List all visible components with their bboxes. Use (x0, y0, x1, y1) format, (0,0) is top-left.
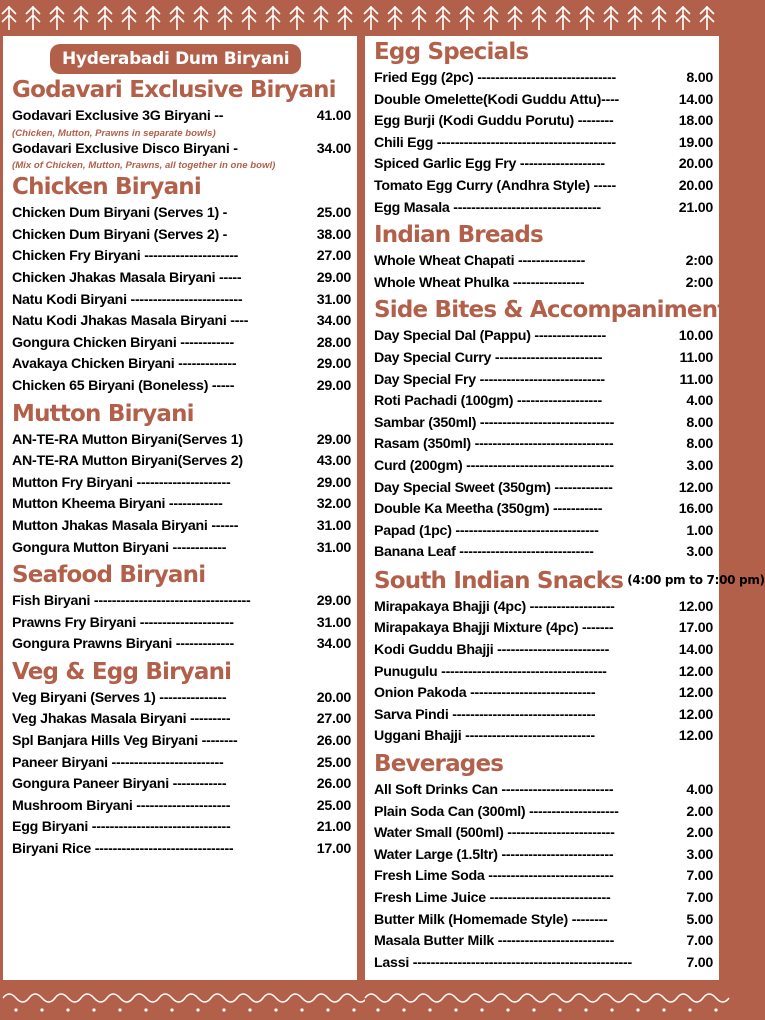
menu-item-name: Rasam (350ml) ------------------------------- (374, 436, 614, 453)
menu-item (12, 591, 351, 613)
menu-item-price: 12.00 (678, 728, 713, 745)
section-title (374, 564, 765, 597)
section-title (12, 171, 351, 203)
menu-item-price: 29.00 (316, 356, 351, 373)
menu-item-price: 29.00 (316, 431, 351, 448)
menu-item-name: Gongura Paneer Biryani ------------ (12, 776, 227, 793)
menu-item-price: 12.00 (678, 663, 713, 680)
menu-item-price: 14.00 (678, 91, 713, 108)
menu-item (374, 251, 713, 273)
menu-item-price: 8.00 (686, 414, 713, 431)
menu-item-price: 29.00 (316, 474, 351, 491)
menu-item-name: Butter Milk (Homemade Style) -------- (374, 911, 608, 928)
menu-item-price: 2.00 (686, 803, 713, 820)
menu-item (374, 456, 713, 478)
menu-item-price: 25.00 (316, 797, 351, 814)
menu-item-price: 32.00 (316, 496, 351, 513)
menu-item (12, 634, 351, 656)
section-title (374, 748, 713, 780)
menu-item-price: 17.00 (316, 841, 351, 858)
section-title (12, 398, 351, 430)
menu-item-price: 38.00 (316, 226, 351, 243)
menu-item-name: Chicken 65 Biryani (Boneless) ----- (12, 377, 235, 394)
menu-item-name: Fresh Lime Juice --------------------------- (374, 890, 611, 906)
menu-item (374, 176, 713, 198)
menu-item (374, 370, 713, 392)
menu-item (374, 391, 713, 413)
menu-item-name: Uggani Bhajji ----------------------------- (374, 728, 595, 745)
menu-item-name: Mirapakaya Bhajji Mixture (4pc) ------- (374, 620, 614, 637)
menu-item-name: Roti Pachadi (100gm) ------------------- (374, 393, 602, 410)
menu-item-name: Water Small (500ml) ------------------------ (374, 825, 615, 842)
menu-item (12, 290, 351, 312)
menu-item-name: Day Special Dal (Pappu) ---------------- (374, 328, 606, 345)
section-title-text: Chicken Biryani (12, 174, 201, 201)
menu-item (12, 796, 351, 818)
menu-item (374, 845, 713, 867)
menu-item-name: Fried Egg (2pc) ------------------------------- (374, 70, 616, 86)
menu-item-name: Natu Kodi Biryani ------------------------- (12, 291, 243, 308)
menu-item-name: Fresh Lime Soda ---------------------------- (374, 868, 614, 885)
menu-item-price: 29.00 (316, 377, 351, 394)
chevron-border-top-icon (3, 0, 357, 36)
category-badge: Hyderabadi Dum Biryani (50, 44, 301, 74)
menu-item-price: 20.00 (316, 689, 351, 706)
menu-item-name: Plain Soda Can (300ml) -------------------- (374, 803, 619, 820)
menu-item (374, 823, 713, 845)
menu-item-name: Day Special Curry ------------------------ (374, 349, 603, 366)
menu-item-name: Godavari Exclusive 3G Biryani -- (12, 108, 224, 124)
menu-column-left (3, 0, 357, 1020)
menu-item (12, 333, 351, 355)
menu-item-price: 2:00 (685, 274, 713, 291)
menu-item-name: Double Ka Meetha (350gm) ----------- (374, 501, 603, 518)
menu-item-name: All Soft Drinks Can ------------------------- (374, 782, 614, 799)
right-content (374, 36, 765, 974)
menu-item-name: Mutton Jhakas Masala Biryani ------ (12, 517, 239, 534)
menu-item-name: Whole Wheat Chapati --------------- (374, 253, 586, 270)
menu-item (374, 780, 713, 802)
menu-item-price: 12.00 (678, 706, 713, 723)
menu-item (374, 683, 713, 705)
menu-item (374, 597, 713, 619)
menu-item (374, 640, 713, 662)
menu-item-price: 28.00 (316, 334, 351, 351)
menu-item (374, 434, 713, 456)
menu-item-price: 12.00 (678, 479, 713, 496)
menu-item (12, 688, 351, 710)
menu-item-price: 21.00 (678, 199, 713, 216)
menu-item (374, 413, 713, 435)
menu-item-name: Papad (1pc) -------------------------------- (374, 522, 599, 539)
menu-item-price: 12.00 (678, 685, 713, 702)
menu-item-name: Veg Biryani (Serves 1) --------------- (12, 689, 227, 706)
menu-item (374, 542, 713, 564)
menu-item-price: 2:00 (685, 253, 713, 270)
menu-item-price: 34.00 (316, 140, 351, 157)
menu-item-price: 31.00 (316, 539, 351, 556)
menu-item-price: 34.00 (316, 313, 351, 330)
menu-item (374, 478, 713, 500)
menu-item-name: Chili Egg ---------------------------------------- (374, 134, 616, 151)
menu-item-price: 17.00 (678, 620, 713, 637)
menu-item-name: Spiced Garlic Egg Fry ------------------- (374, 156, 605, 173)
menu-item (12, 268, 351, 290)
menu-item (374, 726, 713, 748)
menu-item (12, 376, 351, 398)
menu-item (374, 521, 713, 543)
menu-item-price: 10.00 (678, 328, 713, 345)
section-title (12, 74, 351, 106)
menu-item-name: Egg Burji (Kodi Guddu Porutu) -------- (374, 113, 614, 130)
menu-item-name: Gongura Mutton Biryani ------------ (12, 539, 227, 556)
menu-item-price: 19.00 (678, 134, 713, 151)
menu-item-price: 3.00 (686, 457, 713, 474)
menu-item (12, 613, 351, 635)
menu-item-price: 4.00 (686, 782, 713, 799)
menu-item-name: Natu Kodi Jhakas Masala Biryani ---- (12, 313, 249, 330)
menu-item (374, 866, 713, 888)
menu-item (12, 451, 351, 473)
menu-item-name: Spl Banjara Hills Veg Biryani -------- (12, 733, 238, 750)
menu-item (12, 494, 351, 516)
menu-item-name: Egg Biryani ------------------------------- (12, 819, 231, 836)
menu-item (12, 817, 351, 839)
menu-item-name: Chicken Fry Biryani --------------------- (12, 248, 239, 265)
menu-item-price: 41.00 (316, 108, 351, 124)
section-title (374, 219, 713, 251)
menu-item (374, 111, 713, 133)
menu-item (374, 348, 713, 370)
menu-item-name: Mushroom Biryani --------------------- (12, 797, 231, 814)
menu-item-price: 12.00 (678, 598, 713, 615)
menu-item-name: Onion Pakoda ---------------------------- (374, 685, 596, 702)
menu-item-name: Day Special Sweet (350gm) ------------- (374, 479, 613, 496)
menu-item-name: Mirapakaya Bhajji (4pc) ------------------- (374, 598, 615, 615)
menu-item (374, 133, 713, 155)
menu-item-name: Mutton Kheema Biryani ------------ (12, 496, 223, 513)
menu-item (374, 273, 713, 295)
menu-item-price: 26.00 (316, 776, 351, 793)
menu-item-price: 7.00 (686, 868, 713, 885)
menu-item-name: AN-TE-RA Mutton Biryani(Serves 2) (12, 453, 243, 470)
menu-item-price: 20.00 (678, 177, 713, 194)
menu-item-price: 11.00 (679, 349, 713, 366)
menu-item-name: Chicken Dum Biryani (Serves 1) - (12, 205, 228, 222)
menu-item-price: 27.00 (316, 711, 351, 728)
section-title-text: Side Bites & Accompaniments (374, 297, 741, 324)
menu-item (374, 198, 713, 220)
wave-border-bottom-icon (3, 980, 357, 1020)
menu-item-name: AN-TE-RA Mutton Biryani(Serves 1) (12, 431, 243, 448)
menu-item-price: 3.00 (686, 846, 713, 863)
menu-item (12, 354, 351, 376)
section-title (374, 36, 713, 68)
menu-item-name: Double Omelette(Kodi Guddu Attu)---- (374, 91, 620, 108)
wave-border-bottom-icon (365, 980, 719, 1020)
menu-item (374, 910, 713, 932)
menu-item-price: 4.00 (686, 393, 713, 410)
menu-item (374, 662, 713, 684)
menu-item-price: 20.00 (678, 156, 713, 173)
menu-item-name: Gongura Prawns Biryani ------------- (12, 636, 234, 653)
menu-item-price: 43.00 (316, 453, 351, 470)
menu-item (374, 326, 713, 348)
menu-item-note: (Chicken, Mutton, Prawns in separate bowls) (12, 127, 216, 139)
menu-item-name: Chicken Dum Biryani (Serves 2) - (12, 226, 228, 243)
section-title-text: Mutton Biryani (12, 400, 194, 427)
menu-item (374, 154, 713, 176)
menu-item-name: Punugulu ------------------------------------- (374, 663, 607, 680)
menu-column-right (365, 0, 765, 1020)
menu-item (374, 68, 713, 90)
menu-item (12, 139, 351, 161)
menu-item-name: Godavari Exclusive Disco Biryani - (12, 140, 238, 157)
menu-item (12, 311, 351, 333)
menu-item-price: 3.00 (686, 544, 713, 561)
menu-item-name: Prawns Fry Biryani --------------------- (12, 614, 234, 631)
menu-item-name: Fish Biryani ----------------------------------- (12, 593, 251, 610)
menu-item-price: 11.00 (679, 371, 713, 388)
menu-item (12, 753, 351, 775)
menu-item (374, 953, 713, 975)
section-title-text: Indian Breads (374, 222, 543, 249)
menu-item-note: (Mix of Chicken, Mutton, Prawns, all together in one bowl) (12, 160, 276, 172)
menu-item (374, 931, 713, 953)
menu-item-price: 21.00 (316, 819, 351, 836)
section-title-text: Seafood Biryani (12, 562, 206, 589)
menu-item-name: Masala Butter Milk -------------------------- (374, 933, 615, 950)
left-content (12, 40, 351, 861)
menu-item-price: 7.00 (686, 890, 713, 906)
menu-item (12, 731, 351, 753)
menu-item-price: 25.00 (316, 754, 351, 771)
menu-item (12, 774, 351, 796)
menu-item-name: Avakaya Chicken Biryani ------------- (12, 356, 237, 373)
menu-item (12, 106, 351, 128)
menu-item-price: 25.00 (316, 205, 351, 222)
menu-item (12, 246, 351, 268)
menu-item-price: 1.00 (686, 522, 713, 539)
section-title (374, 294, 741, 326)
menu-item-name: Banana Leaf ------------------------------ (374, 544, 594, 561)
menu-item (12, 430, 351, 452)
menu-item-name: Day Special Fry ---------------------------- (374, 371, 605, 388)
menu-item (374, 802, 713, 824)
menu-item (374, 888, 713, 910)
menu-item-name: Curd (200gm) --------------------------------- (374, 457, 614, 474)
menu-item-price: 31.00 (316, 517, 351, 534)
menu-item (374, 90, 713, 112)
menu-item (12, 225, 351, 247)
section-title-text: Godavari Exclusive Biryani (12, 77, 336, 103)
menu-item-price: 16.00 (678, 501, 713, 518)
menu-item-name: Veg Jhakas Masala Biryani --------- (12, 711, 231, 728)
menu-item-price: 5.00 (686, 911, 713, 928)
menu-item-price: 27.00 (316, 248, 351, 265)
menu-item-name: Lassi ------------------------------------------------- (374, 954, 632, 971)
section-title (12, 656, 351, 688)
menu-item-name: Paneer Biryani ------------------------- (12, 754, 224, 771)
section-title-text: Egg Specials (374, 39, 529, 65)
menu-item-price: 26.00 (316, 733, 351, 750)
section-title-text: Veg & Egg Biryani (12, 658, 232, 685)
menu-item-name: Tomato Egg Curry (Andhra Style) ----- (374, 177, 616, 194)
menu-item (374, 618, 713, 640)
menu-item-name: Egg Masala --------------------------------- (374, 199, 601, 216)
section-title-text: Beverages (374, 751, 504, 778)
menu-item (12, 839, 351, 861)
menu-item (12, 516, 351, 538)
menu-item (12, 203, 351, 225)
section-subtitle: (4:00 pm to 7:00 pm) (627, 572, 765, 587)
menu-item-price: 2.00 (686, 825, 713, 842)
menu-item-name: Water Large (1.5ltr) ------------------------- (374, 846, 614, 863)
section-title (12, 559, 351, 591)
chevron-border-top-icon (365, 0, 719, 36)
menu-item (374, 499, 713, 521)
menu-item (12, 709, 351, 731)
section-title-text: South Indian Snacks (374, 567, 624, 594)
menu-item-price: 7.00 (686, 933, 713, 950)
menu-item-price: 8.00 (686, 70, 713, 86)
menu-item-price: 18.00 (678, 113, 713, 130)
menu-item-name: Sarva Pindi -------------------------------- (374, 706, 596, 723)
menu-item-price: 31.00 (316, 614, 351, 631)
menu-item (12, 473, 351, 495)
menu-item-price: 14.00 (678, 642, 713, 659)
menu-item-name: Whole Wheat Phulka ---------------- (374, 274, 585, 291)
menu-item-price: 31.00 (316, 291, 351, 308)
menu-item-price: 8.00 (686, 436, 713, 453)
menu-item-name: Kodi Guddu Bhajji ------------------------- (374, 642, 610, 659)
menu-item-name: Chicken Jhakas Masala Biryani ----- (12, 269, 242, 286)
menu-item-price: 34.00 (316, 636, 351, 653)
menu-item-price: 29.00 (316, 593, 351, 610)
menu-item-name: Sambar (350ml) ------------------------------ (374, 414, 615, 431)
menu-item-name: Biryani Rice ------------------------------- (12, 841, 234, 858)
menu-item (374, 705, 713, 727)
menu-item-price: 29.00 (316, 269, 351, 286)
menu-item-name: Mutton Fry Biryani --------------------- (12, 474, 231, 491)
menu-item-price: 7.00 (686, 954, 713, 971)
menu-item (12, 538, 351, 560)
menu-item-name: Gongura Chicken Biryani ------------ (12, 334, 234, 351)
